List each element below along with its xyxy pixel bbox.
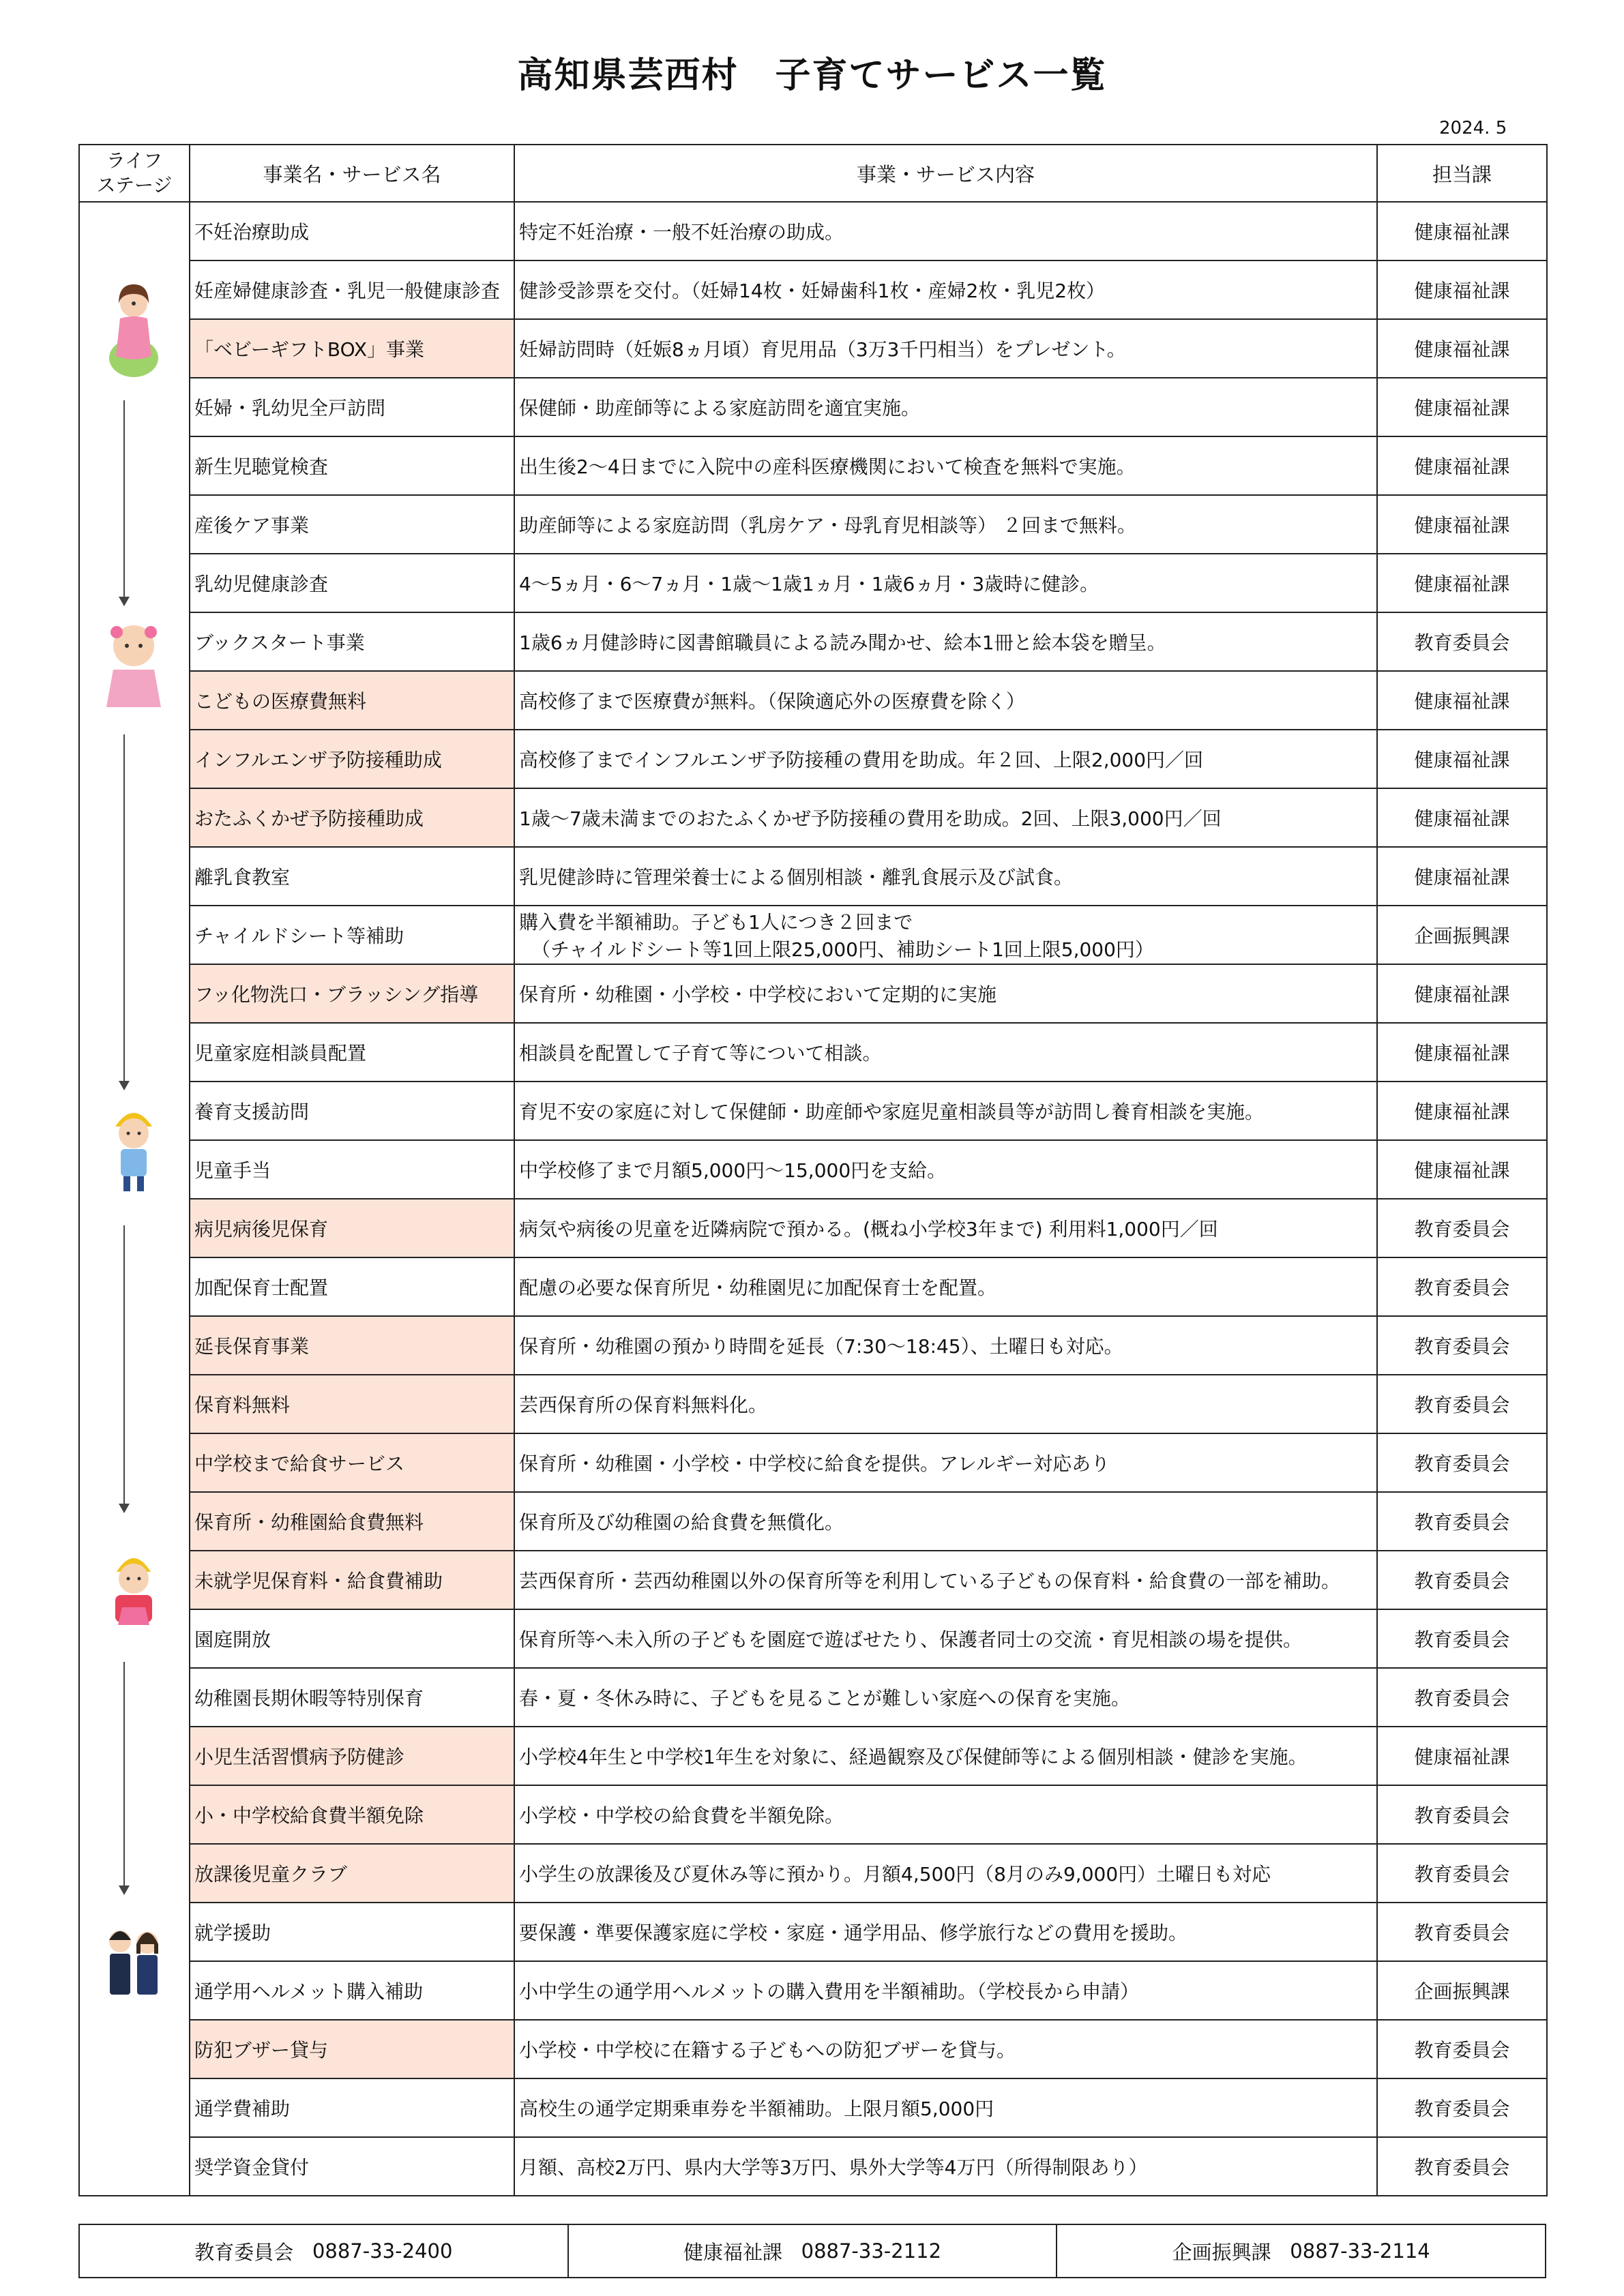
department: 健康福祉課	[1377, 671, 1547, 730]
students-icon	[96, 1914, 171, 2016]
table-row	[79, 906, 1547, 964]
table-row	[79, 1903, 1547, 1961]
service-name: 防犯ブザー貸与	[190, 2020, 514, 2078]
department: 健康福祉課	[1377, 378, 1547, 436]
services-table	[78, 144, 1548, 2196]
table-row	[79, 1257, 1547, 1316]
service-description: 要保護・準要保護家庭に学校・家庭・通学用品、修学旅行などの費用を援助。	[514, 1903, 1377, 1961]
issue-date: 2024. 5	[1439, 118, 1507, 138]
department: 健康福祉課	[1377, 436, 1547, 495]
service-description: 保育所・幼稚園の預かり時間を延長（7:30～18:45）、土曜日も対応。	[514, 1316, 1377, 1375]
service-description: 妊婦訪問時（妊娠8ヵ月頃）育児用品（3万3千円相当）をプレゼント。	[514, 319, 1377, 378]
service-description: 特定不妊治療・一般不妊治療の助成。	[514, 202, 1377, 260]
header-dept: 担当課	[1377, 145, 1547, 202]
footer-phone: 0887-33-2400	[312, 2239, 453, 2263]
service-description	[514, 906, 1377, 964]
header-content: 事業・サービス内容	[514, 145, 1377, 202]
header-name: 事業名・サービス名	[190, 145, 514, 202]
service-name: 妊産婦健康診査・乳児一般健康診査	[190, 260, 514, 319]
service-name: 小・中学校給食費半額免除	[190, 1785, 514, 1844]
department: 健康福祉課	[1377, 964, 1547, 1023]
table-row	[79, 1492, 1547, 1551]
service-description: 高校修了までインフルエンザ予防接種の費用を助成。年２回、上限2,000円／回	[514, 730, 1377, 788]
footer-dept: 健康福祉課	[683, 2240, 782, 2264]
department: 健康福祉課	[1377, 730, 1547, 788]
footer-phone: 0887-33-2112	[801, 2239, 942, 2263]
department: 教育委員会	[1377, 1668, 1547, 1727]
service-description: 小学校4年生と中学校1年生を対象に、経過観察及び保健師等による個別相談・健診を実施。	[514, 1727, 1377, 1785]
table-row	[79, 1668, 1547, 1727]
kindergartener-icon	[96, 1096, 171, 1198]
department: 健康福祉課	[1377, 1727, 1547, 1785]
service-description: 助産師等による家庭訪問（乳房ケア・母乳育児相談等） ２回まで無料。	[514, 495, 1377, 554]
service-description: 芸西保育所の保育料無料化。	[514, 1375, 1377, 1433]
department: 教育委員会	[1377, 2020, 1547, 2078]
service-name: 不妊治療助成	[190, 202, 514, 260]
department: 健康福祉課	[1377, 847, 1547, 906]
table-row	[79, 1375, 1547, 1433]
service-name: 「ベビーギフトBOX」事業	[190, 319, 514, 378]
service-name: 養育支援訪問	[190, 1082, 514, 1140]
department: 教育委員会	[1377, 1375, 1547, 1433]
service-name: 通学費補助	[190, 2078, 514, 2137]
service-name: フッ化物洗口・ブラッシング指導	[190, 964, 514, 1023]
service-name: 乳幼児健康診査	[190, 554, 514, 612]
footer-dept: 教育委員会	[194, 2240, 294, 2264]
department: 企画振興課	[1377, 906, 1547, 964]
table-row	[79, 260, 1547, 319]
service-description: 保育所及び幼稚園の給食費を無償化。	[514, 1492, 1377, 1551]
table-row	[79, 2078, 1547, 2137]
table-row	[79, 1727, 1547, 1785]
pregnant-woman-icon	[96, 278, 171, 380]
table-row	[79, 1433, 1547, 1492]
header-lifestage	[79, 145, 190, 202]
service-description: 春・夏・冬休み時に、子どもを見ることが難しい家庭への保育を実施。	[514, 1668, 1377, 1727]
service-description: 育児不安の家庭に対して保健師・助産師や家庭児童相談員等が訪問し養育相談を実施。	[514, 1082, 1377, 1140]
table-row	[79, 730, 1547, 788]
department: 健康福祉課	[1377, 495, 1547, 554]
description-line2: （チャイルドシート等1回上限25,000円、補助シート1回上限5,000円）	[531, 938, 1154, 961]
service-description: 小学校・中学校に在籍する子どもへの防犯ブザーを貸与。	[514, 2020, 1377, 2078]
service-name: 妊婦・乳幼児全戸訪問	[190, 378, 514, 436]
service-name: 未就学児保育料・給食費補助	[190, 1551, 514, 1609]
service-name: 小児生活習慣病予防健診	[190, 1727, 514, 1785]
table-row	[79, 1844, 1547, 1903]
department: 教育委員会	[1377, 1609, 1547, 1668]
service-description: 病気や病後の児童を近隣病院で預かる。(概ね小学校3年まで) 利用料1,000円／回	[514, 1199, 1377, 1257]
lifestage-column	[79, 202, 190, 2196]
table-row	[79, 378, 1547, 436]
department: 教育委員会	[1377, 612, 1547, 671]
service-description: 保育所・幼稚園・小学校・中学校において定期的に実施	[514, 964, 1377, 1023]
service-description: 高校修了まで医療費が無料。（保険適応外の医療費を除く）	[514, 671, 1377, 730]
footer-contact-health	[567, 2225, 1057, 2277]
department: 教育委員会	[1377, 1903, 1547, 1961]
department: 健康福祉課	[1377, 554, 1547, 612]
toddler-girl-icon	[96, 612, 171, 714]
service-description: 芸西保育所・芸西幼稚園以外の保育所等を利用している子どもの保育料・給食費の一部を補助。	[514, 1551, 1377, 1609]
department: 健康福祉課	[1377, 788, 1547, 847]
table-row	[79, 2137, 1547, 2196]
table-row	[79, 554, 1547, 612]
table-row	[79, 1961, 1547, 2020]
department: 教育委員会	[1377, 2137, 1547, 2196]
table-row	[79, 1140, 1547, 1199]
service-name: 奨学資金貸付	[190, 2137, 514, 2196]
table-row	[79, 202, 1547, 260]
service-name: ブックスタート事業	[190, 612, 514, 671]
table-row	[79, 1199, 1547, 1257]
service-description: 月額、高校2万円、県内大学等3万円、県外大学等4万円（所得制限あり）	[514, 2137, 1377, 2196]
department: 健康福祉課	[1377, 1023, 1547, 1082]
description-line1: 購入費を半額補助。子ども1人につき２回まで	[519, 911, 913, 934]
table-row	[79, 964, 1547, 1023]
service-description: 中学校修了まで月額5,000円～15,000円を支給。	[514, 1140, 1377, 1199]
department: 教育委員会	[1377, 1257, 1547, 1316]
service-description: 出生後2～4日までに入院中の産科医療機関において検査を無料で実施。	[514, 436, 1377, 495]
service-description: 小学生の放課後及び夏休み等に預かり。月額4,500円（8月のみ9,000円）土曜日も対応	[514, 1844, 1377, 1903]
service-description: 小中学生の通学用ヘルメットの購入費用を半額補助。（学校長から申請）	[514, 1961, 1377, 2020]
service-name: 産後ケア事業	[190, 495, 514, 554]
table-row	[79, 436, 1547, 495]
department: 教育委員会	[1377, 1551, 1547, 1609]
service-description: 保育所等へ未入所の子どもを園庭で遊ばせたり、保護者同士の交流・育児相談の場を提供。	[514, 1609, 1377, 1668]
table-row	[79, 1785, 1547, 1844]
table-row	[79, 1551, 1547, 1609]
service-description: 保育所・幼稚園・小学校・中学校に給食を提供。アレルギー対応あり	[514, 1433, 1377, 1492]
department: 教育委員会	[1377, 1316, 1547, 1375]
footer-phone: 0887-33-2114	[1290, 2239, 1430, 2263]
page-title: 高知県芸西村 子育てサービス一覧	[517, 55, 1107, 96]
service-name: おたふくかぜ予防接種助成	[190, 788, 514, 847]
service-name: 幼稚園長期休暇等特別保育	[190, 1668, 514, 1727]
table-row	[79, 1316, 1547, 1375]
service-name: 中学校まで給食サービス	[190, 1433, 514, 1492]
department: 教育委員会	[1377, 1844, 1547, 1903]
department: 教育委員会	[1377, 1199, 1547, 1257]
service-description: 相談員を配置して子育て等について相談。	[514, 1023, 1377, 1082]
department: 教育委員会	[1377, 1433, 1547, 1492]
service-description: 4～5ヵ月・6～7ヵ月・1歳～1歳1ヵ月・1歳6ヵ月・3歳時に健診。	[514, 554, 1377, 612]
table-row	[79, 1609, 1547, 1668]
department: 教育委員会	[1377, 2078, 1547, 2137]
service-description: 小学校・中学校の給食費を半額免除。	[514, 1785, 1377, 1844]
department: 健康福祉課	[1377, 260, 1547, 319]
service-name: 園庭開放	[190, 1609, 514, 1668]
table-row	[79, 671, 1547, 730]
service-name: 放課後児童クラブ	[190, 1844, 514, 1903]
table-row	[79, 319, 1547, 378]
footer-contact-planning	[1056, 2225, 1545, 2277]
header-lifestage-line2: ステージ	[96, 174, 173, 196]
department: 健康福祉課	[1377, 1140, 1547, 1199]
service-description: 健診受診票を交付。（妊婦14枚・妊婦歯科1枚・産婦2枚・乳児2枚）	[514, 260, 1377, 319]
service-description: 高校生の通学定期乗車券を半額補助。上限月額5,000円	[514, 2078, 1377, 2137]
service-description: 1歳6ヵ月健診時に図書館職員による読み聞かせ、絵本1冊と絵本袋を贈呈。	[514, 612, 1377, 671]
table-row	[79, 1023, 1547, 1082]
table-header-row	[79, 145, 1547, 202]
service-description: 乳児健診時に管理栄養士による個別相談・離乳食展示及び試食。	[514, 847, 1377, 906]
service-description: 1歳～7歳未満までのおたふくかぜ予防接種の費用を助成。2回、上限3,000円／回	[514, 788, 1377, 847]
service-name: 離乳食教室	[190, 847, 514, 906]
table-row	[79, 1082, 1547, 1140]
schoolgirl-icon	[96, 1539, 171, 1641]
service-description: 保健師・助産師等による家庭訪問を適宜実施。	[514, 378, 1377, 436]
service-name: 保育所・幼稚園給食費無料	[190, 1492, 514, 1551]
service-name: 就学援助	[190, 1903, 514, 1961]
department: 企画振興課	[1377, 1961, 1547, 2020]
service-name: 保育料無料	[190, 1375, 514, 1433]
department: 教育委員会	[1377, 1492, 1547, 1551]
table-row	[79, 847, 1547, 906]
department: 健康福祉課	[1377, 1082, 1547, 1140]
table-row	[79, 612, 1547, 671]
footer-contact-education	[80, 2225, 567, 2277]
contact-footer	[78, 2224, 1546, 2278]
department: 教育委員会	[1377, 1785, 1547, 1844]
service-name: インフルエンザ予防接種助成	[190, 730, 514, 788]
service-name: 延長保育事業	[190, 1316, 514, 1375]
service-description: 配慮の必要な保育所児・幼稚園児に加配保育士を配置。	[514, 1257, 1377, 1316]
service-name: 加配保育士配置	[190, 1257, 514, 1316]
service-name: 児童家庭相談員配置	[190, 1023, 514, 1082]
service-name: 新生児聴覚検査	[190, 436, 514, 495]
department: 健康福祉課	[1377, 319, 1547, 378]
department: 健康福祉課	[1377, 202, 1547, 260]
service-name: こどもの医療費無料	[190, 671, 514, 730]
table-row	[79, 495, 1547, 554]
table-row	[79, 2020, 1547, 2078]
footer-dept: 企画振興課	[1172, 2240, 1271, 2264]
service-name: 通学用ヘルメット購入補助	[190, 1961, 514, 2020]
table-row	[79, 788, 1547, 847]
service-name: チャイルドシート等補助	[190, 906, 514, 964]
service-name: 病児病後児保育	[190, 1199, 514, 1257]
header-lifestage-line1: ライフ	[106, 149, 163, 172]
service-name: 児童手当	[190, 1140, 514, 1199]
